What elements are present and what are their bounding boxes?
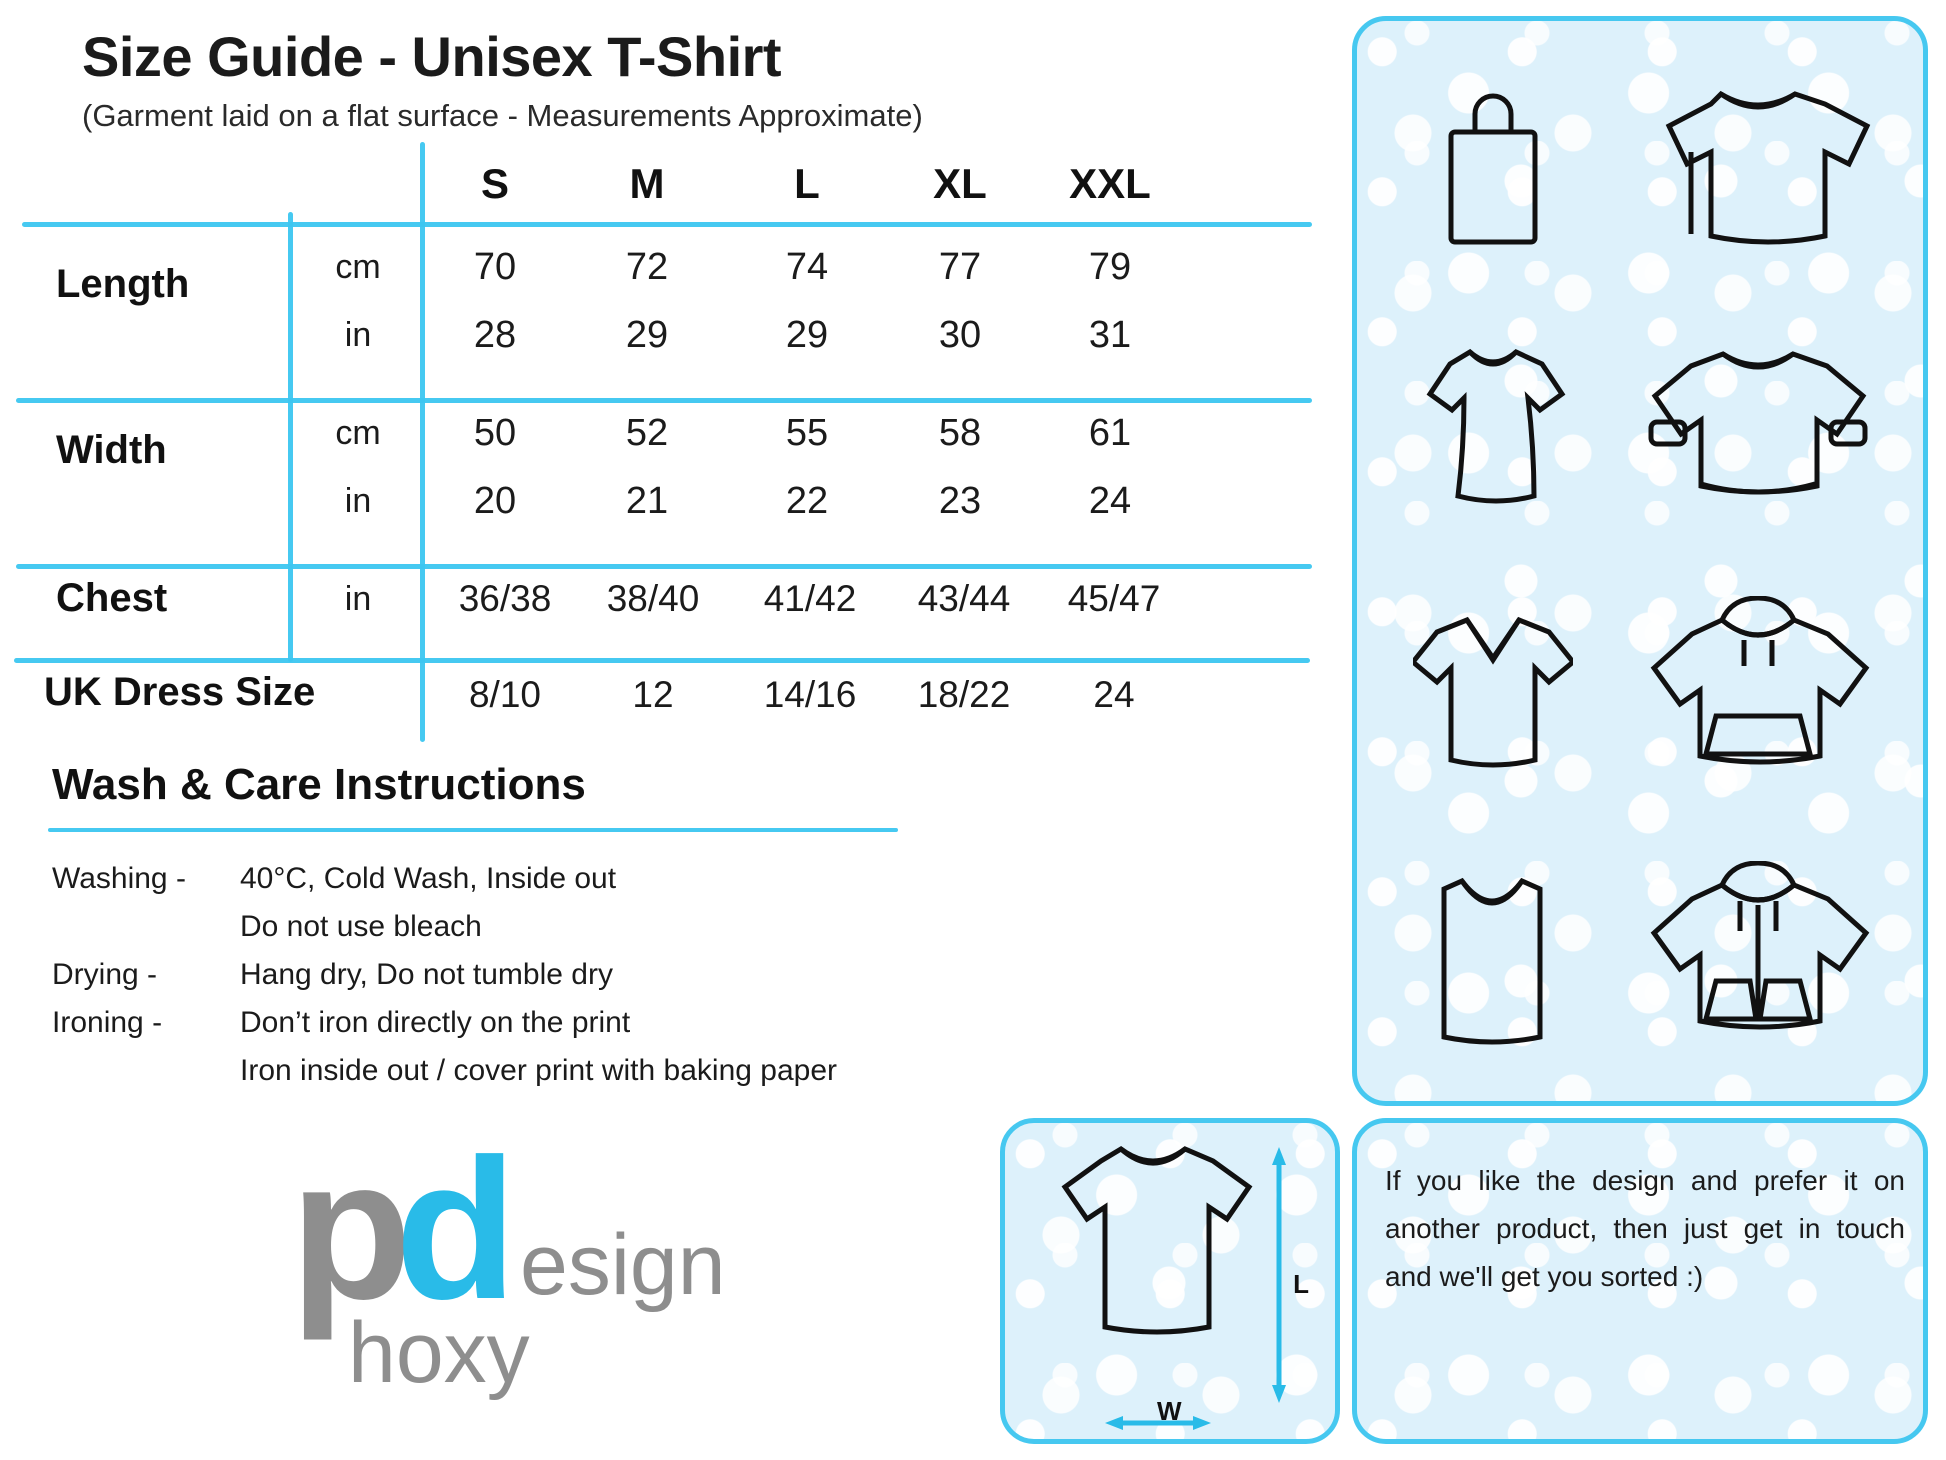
cell-width-cm-xxl: 61 [1088, 412, 1132, 454]
cell-length-in-xl: 30 [938, 314, 982, 356]
cell-width-in-m: 21 [625, 480, 669, 522]
cell-uk-dress-m: 12 [632, 674, 674, 715]
row-label-width: Width [56, 428, 167, 472]
cell-chest-in-xxl: 45/47 [1067, 578, 1161, 619]
cell-uk-dress-xl: 18/22 [917, 674, 1011, 715]
brand-logo [290, 1118, 810, 1401]
cell-width-in-xxl: 24 [1088, 480, 1132, 522]
size-header-s: S [480, 160, 509, 207]
hoodie-icon [1640, 596, 1875, 791]
cell-width-cm-m: 52 [625, 412, 669, 454]
cell-length-cm-l: 74 [785, 246, 829, 288]
cell-length-cm-s: 70 [473, 246, 517, 288]
cell-uk-dress-l: 14/16 [763, 674, 857, 715]
rule-vertical-label [288, 212, 293, 662]
size-header-xl: XL [933, 160, 987, 207]
page-title: Size Guide - Unisex T-Shirt [82, 25, 782, 88]
cell-length-cm-xl: 77 [938, 246, 982, 288]
length-measure-label: L [1293, 1269, 1309, 1299]
cell-uk-dress-s: 8/10 [468, 674, 541, 715]
page-subtitle: (Garment laid on a flat surface - Measurements Approximate) [82, 98, 923, 133]
size-header-l: L [794, 160, 820, 207]
garment-types-panel [1352, 16, 1928, 1106]
care-key-drying: Drying - [52, 958, 158, 991]
sweatshirt-icon [1643, 336, 1873, 521]
rule-top [22, 222, 1312, 227]
unit-chest-in: in [344, 580, 372, 618]
care-heading: Wash & Care Instructions [52, 760, 586, 809]
row-label-length: Length [56, 262, 190, 306]
v-neck-tee-icon [1413, 606, 1573, 781]
rule-length-bottom [16, 398, 1312, 403]
rule-vertical-values [420, 142, 425, 742]
logo-letter-p: p [290, 1118, 407, 1341]
unit-length-cm: cm [335, 248, 381, 286]
cell-chest-in-m: 38/40 [606, 578, 700, 619]
measurement-diagram-panel [1000, 1118, 1340, 1444]
cell-length-in-m: 29 [625, 314, 669, 356]
care-key-washing: Washing - [52, 862, 186, 895]
contact-note-panel [1352, 1118, 1928, 1444]
row-label-uk-dress-size: UK Dress Size [44, 670, 316, 714]
logo-letter-d: d [395, 1118, 512, 1341]
cell-length-in-xxl: 31 [1088, 314, 1132, 356]
care-value-ironing-2: Iron inside out / cover print with baking paper [240, 1054, 837, 1087]
tote-bag-icon [1433, 74, 1553, 254]
cell-width-cm-l: 55 [785, 412, 829, 454]
cell-width-in-xl: 23 [938, 480, 982, 522]
cell-width-cm-xl: 58 [938, 412, 982, 454]
unit-width-in: in [344, 482, 372, 520]
care-value-drying-1: Hang dry, Do not tumble dry [240, 958, 613, 991]
care-value-ironing-1: Don’t iron directly on the print [240, 1006, 631, 1039]
cell-length-in-l: 29 [785, 314, 829, 356]
long-sleeve-tee-icon [1643, 74, 1873, 254]
unit-width-cm: cm [335, 414, 381, 452]
contact-note-text: If you like the design and prefer it on another product, then just get in touch and we'll get you sorted :) [1385, 1165, 1905, 1292]
cell-uk-dress-xxl: 24 [1093, 674, 1135, 715]
care-value-washing-1: 40°C, Cold Wash, Inside out [240, 862, 617, 895]
cell-chest-in-s: 36/38 [458, 578, 552, 619]
row-label-chest: Chest [56, 576, 168, 620]
cell-width-in-l: 22 [785, 480, 829, 522]
cell-width-in-s: 20 [473, 480, 517, 522]
cell-width-cm-s: 50 [473, 412, 517, 454]
width-measure-label: W [1157, 1396, 1182, 1426]
logo-text-hoxy: hoxy [348, 1305, 530, 1401]
care-value-washing-2: Do not use bleach [240, 910, 482, 943]
womens-tee-icon [1418, 336, 1568, 521]
care-key-ironing: Ironing - [52, 1006, 163, 1039]
tank-top-icon [1430, 869, 1555, 1049]
zip-hoodie-icon [1640, 861, 1875, 1056]
size-table [0, 150, 1330, 760]
size-header-m: M [629, 160, 665, 207]
garment-grid [1357, 21, 1923, 1101]
rule-width-bottom [16, 564, 1312, 569]
cell-length-in-s: 28 [473, 314, 517, 356]
cell-chest-in-l: 41/42 [763, 578, 857, 619]
cell-length-cm-m: 72 [625, 246, 669, 288]
unit-length-in: in [344, 316, 372, 354]
cell-chest-in-xl: 43/44 [917, 578, 1011, 619]
logo-text-esign: esign [520, 1217, 726, 1313]
cell-length-cm-xxl: 79 [1088, 246, 1132, 288]
rule-care-underline [48, 828, 898, 832]
size-header-xxl: XXL [1069, 160, 1151, 207]
rule-chest-bottom [14, 658, 1310, 663]
